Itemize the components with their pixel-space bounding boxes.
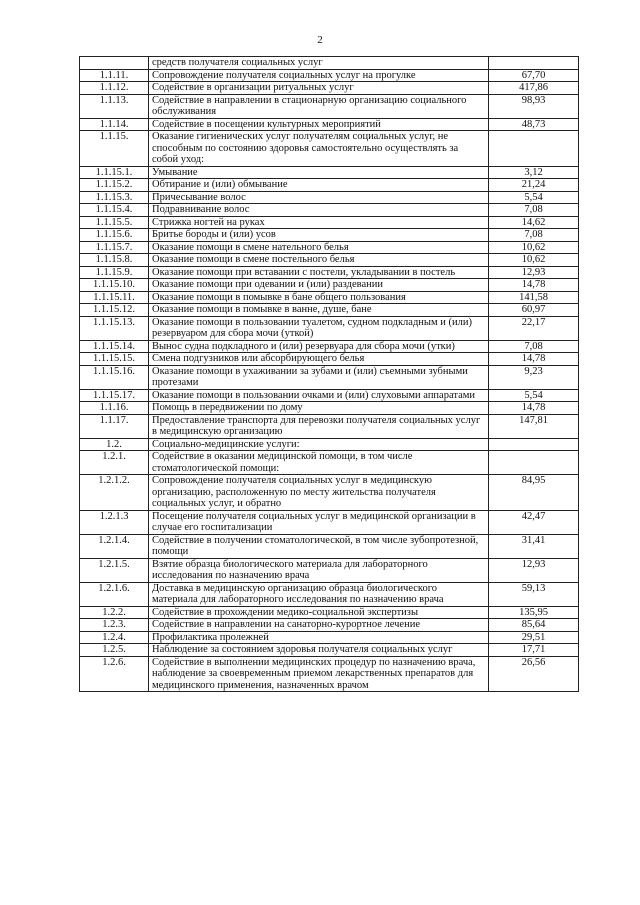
row-number: 1.1.15.13. (80, 316, 149, 340)
page-number: 2 (317, 34, 323, 46)
row-number: 1.1.15.15. (80, 353, 149, 366)
service-name: Содействие в посещении культурных мероприятий (149, 118, 489, 131)
service-price (489, 57, 579, 70)
service-price: 5,54 (489, 191, 579, 204)
service-price (489, 131, 579, 167)
service-price: 14,62 (489, 216, 579, 229)
service-name: Оказание помощи в пользовании туалетом, судном подкладным и (или) резервуаром для сбора мочи (уткой) (149, 316, 489, 340)
service-name: Оказание помощи в помывке в ванне, душе, бане (149, 304, 489, 317)
row-number: 1.2.1. (80, 451, 149, 475)
service-price: 14,78 (489, 279, 579, 292)
service-price: 85,64 (489, 619, 579, 632)
row-number: 1.1.13. (80, 94, 149, 118)
table-row (80, 656, 579, 692)
service-price: 141,58 (489, 291, 579, 304)
service-name: Наблюдение за состоянием здоровья получателя социальных услуг (149, 644, 489, 657)
service-price: 3,12 (489, 166, 579, 179)
row-number: 1.1.15.16. (80, 365, 149, 389)
service-price: 67,70 (489, 69, 579, 82)
row-number: 1.2.6. (80, 656, 149, 692)
table-row (80, 340, 579, 353)
row-number: 1.1.16. (80, 402, 149, 415)
service-price: 98,93 (489, 94, 579, 118)
service-name: Подравнивание волос (149, 204, 489, 217)
service-name: Смена подгузников или абсорбирующего белья (149, 353, 489, 366)
service-name: Бритье бороды и (или) усов (149, 229, 489, 242)
row-number: 1.1.15.4. (80, 204, 149, 217)
table-row (80, 558, 579, 582)
row-number: 1.2.1.5. (80, 558, 149, 582)
row-number: 1.2.1.2. (80, 475, 149, 511)
service-price (489, 451, 579, 475)
table-row (80, 241, 579, 254)
service-name: Взятие образца биологического материала для лабораторного исследования по назначению врача (149, 558, 489, 582)
table-row (80, 582, 579, 606)
service-price: 9,23 (489, 365, 579, 389)
table-row (80, 266, 579, 279)
service-name: Оказание помощи в смене постельного белья (149, 254, 489, 267)
table-row (80, 166, 579, 179)
table-row (80, 191, 579, 204)
row-number: 1.1.15.14. (80, 340, 149, 353)
service-price: 12,93 (489, 558, 579, 582)
table-row (80, 619, 579, 632)
row-number: 1.2.1.6. (80, 582, 149, 606)
service-name: Помощь в передвижении по дому (149, 402, 489, 415)
row-number: 1.1.17. (80, 414, 149, 438)
row-number: 1.1.15.11. (80, 291, 149, 304)
row-number: 1.1.15.6. (80, 229, 149, 242)
table-row (80, 606, 579, 619)
table-row (80, 510, 579, 534)
service-price: 7,08 (489, 229, 579, 242)
row-number: 1.1.15.1. (80, 166, 149, 179)
row-number: 1.2. (80, 438, 149, 451)
row-number: 1.1.11. (80, 69, 149, 82)
table-row (80, 365, 579, 389)
service-price: 17,71 (489, 644, 579, 657)
service-name: средств получателя социальных услуг (149, 57, 489, 70)
table-row (80, 631, 579, 644)
table-row (80, 131, 579, 167)
row-number: 1.1.15.3. (80, 191, 149, 204)
service-name: Умывание (149, 166, 489, 179)
table-row (80, 82, 579, 95)
service-name: Сопровождение получателя социальных услуг в медицинскую организацию, расположенную по месту жительства получателя социальных услуг, и обратно (149, 475, 489, 511)
row-number: 1.1.14. (80, 118, 149, 131)
service-name: Содействие в организации ритуальных услуг (149, 82, 489, 95)
service-price: 42,47 (489, 510, 579, 534)
table-row (80, 644, 579, 657)
table-row (80, 389, 579, 402)
service-name: Предоставление транспорта для перевозки получателя социальных услуг в медицинскую организацию (149, 414, 489, 438)
service-price: 29,51 (489, 631, 579, 644)
service-name: Посещение получателя социальных услуг в медицинской организации в случае его госпитализации (149, 510, 489, 534)
table-row (80, 94, 579, 118)
service-name: Содействие в направлении в стационарную организацию социального обслуживания (149, 94, 489, 118)
service-name: Оказание гигиенических услуг получателям социальных услуг, не способным по состоянию здоровья самостоятельно осуществлять за собой уход: (149, 131, 489, 167)
table-row (80, 438, 579, 451)
table-row (80, 179, 579, 192)
service-name: Профилактика пролежней (149, 631, 489, 644)
table-row (80, 316, 579, 340)
row-number: 1.2.1.3 (80, 510, 149, 534)
service-name: Оказание помощи в пользовании очками и (или) слуховыми аппаратами (149, 389, 489, 402)
service-name: Стрижка ногтей на руках (149, 216, 489, 229)
row-number: 1.2.1.4. (80, 534, 149, 558)
table-row (80, 57, 579, 70)
service-name: Вынос судна подкладного и (или) резервуара для сбора мочи (утки) (149, 340, 489, 353)
row-number: 1.2.4. (80, 631, 149, 644)
table-row (80, 534, 579, 558)
service-price: 60,97 (489, 304, 579, 317)
row-number: 1.2.2. (80, 606, 149, 619)
service-price: 59,13 (489, 582, 579, 606)
table-row (80, 279, 579, 292)
row-number: 1.1.15.2. (80, 179, 149, 192)
table-row (80, 69, 579, 82)
service-price: 14,78 (489, 402, 579, 415)
service-name: Сопровождение получателя социальных услуг на прогулке (149, 69, 489, 82)
row-number (80, 57, 149, 70)
service-name: Причесывание волос (149, 191, 489, 204)
service-price: 31,41 (489, 534, 579, 558)
service-price: 48,73 (489, 118, 579, 131)
table-row (80, 414, 579, 438)
service-name: Оказание помощи в смене нательного белья (149, 241, 489, 254)
service-price: 26,56 (489, 656, 579, 692)
table-row (80, 204, 579, 217)
tariff-table (79, 56, 579, 692)
row-number: 1.2.5. (80, 644, 149, 657)
service-price: 12,93 (489, 266, 579, 279)
service-name: Оказание помощи при одевании и (или) раздевании (149, 279, 489, 292)
table-row (80, 475, 579, 511)
service-name: Содействие в прохождении медико-социальной экспертизы (149, 606, 489, 619)
service-price: 5,54 (489, 389, 579, 402)
service-name: Содействие в направлении на санаторно-курортное лечение (149, 619, 489, 632)
service-name: Оказание помощи при вставании с постели, укладывании в постель (149, 266, 489, 279)
table-row (80, 118, 579, 131)
service-name: Оказание помощи в ухаживании за зубами и (или) съемными зубными протезами (149, 365, 489, 389)
table-row (80, 229, 579, 242)
service-price: 10,62 (489, 241, 579, 254)
service-name: Оказание помощи в помывке в бане общего пользования (149, 291, 489, 304)
service-name: Социально-медицинские услуги: (149, 438, 489, 451)
row-number: 1.1.15.12. (80, 304, 149, 317)
row-number: 1.1.12. (80, 82, 149, 95)
row-number: 1.2.3. (80, 619, 149, 632)
table-row (80, 254, 579, 267)
row-number: 1.1.15.9. (80, 266, 149, 279)
service-name: Обтирание и (или) обмывание (149, 179, 489, 192)
service-name: Содействие в оказании медицинской помощи, в том числе стоматологической помощи: (149, 451, 489, 475)
table-row (80, 216, 579, 229)
table-row (80, 304, 579, 317)
table-row (80, 402, 579, 415)
row-number: 1.1.15.5. (80, 216, 149, 229)
service-price: 147,81 (489, 414, 579, 438)
service-name: Содействие в выполнении медицинских процедур по назначению врача, наблюдение за своевременным приемом лекарственных препаратов для медицинского применения, назначенных врачом (149, 656, 489, 692)
service-price: 84,95 (489, 475, 579, 511)
row-number: 1.1.15.10. (80, 279, 149, 292)
service-price: 135,95 (489, 606, 579, 619)
service-price: 10,62 (489, 254, 579, 267)
service-price: 22,17 (489, 316, 579, 340)
table-row (80, 291, 579, 304)
row-number: 1.1.15. (80, 131, 149, 167)
service-name: Содействие в получении стоматологической, в том числе зубопротезной, помощи (149, 534, 489, 558)
service-price: 7,08 (489, 204, 579, 217)
table-row (80, 451, 579, 475)
row-number: 1.1.15.7. (80, 241, 149, 254)
service-price: 21,24 (489, 179, 579, 192)
service-price: 7,08 (489, 340, 579, 353)
service-price: 417,86 (489, 82, 579, 95)
service-price: 14,78 (489, 353, 579, 366)
row-number: 1.1.15.8. (80, 254, 149, 267)
row-number: 1.1.15.17. (80, 389, 149, 402)
service-price (489, 438, 579, 451)
table-row (80, 353, 579, 366)
service-name: Доставка в медицинскую организацию образца биологического материала для лабораторного исследования по назначению врача (149, 582, 489, 606)
